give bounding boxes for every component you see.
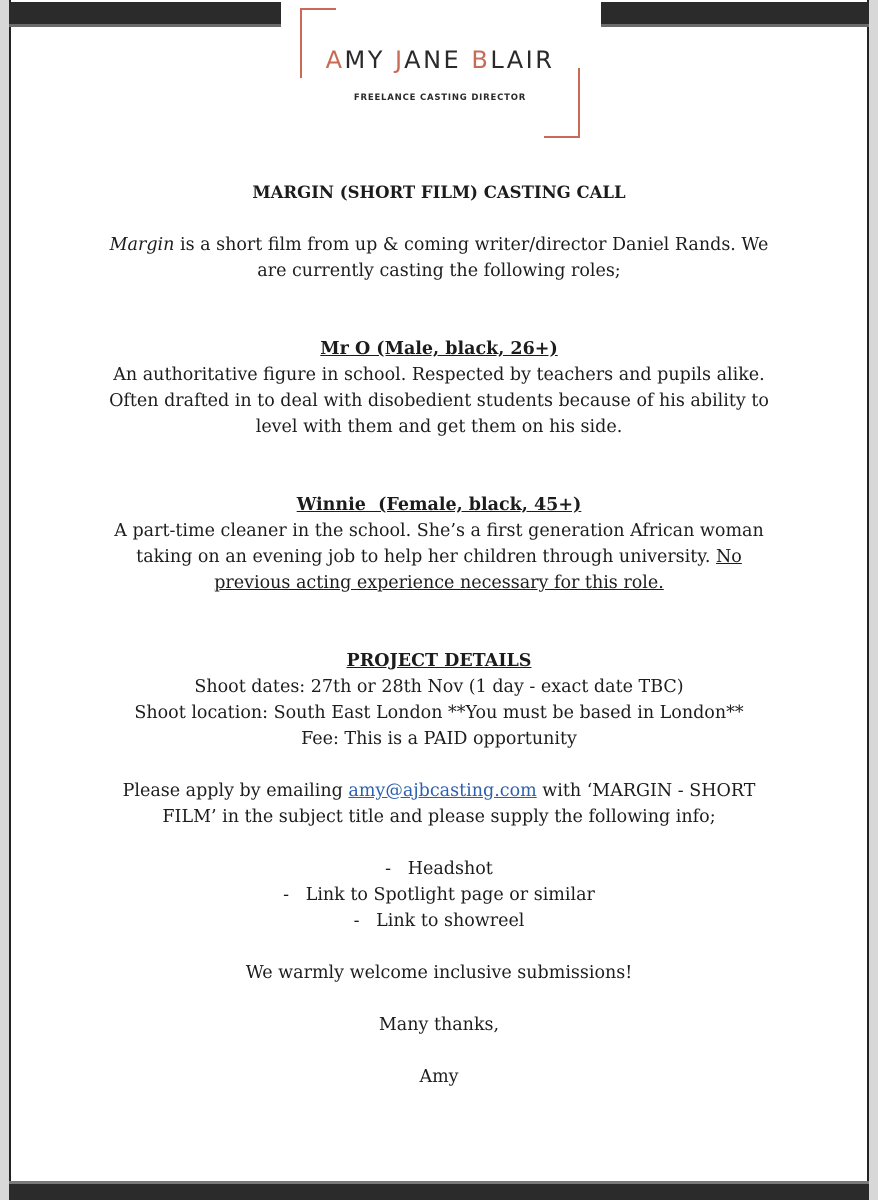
logo-tagline: FREELANCE CASTING DIRECTOR	[353, 93, 527, 103]
intro-line-1	[60, 232, 818, 258]
logo-name	[300, 46, 580, 74]
logo-name-part: ANE	[404, 46, 462, 74]
logo-name-part: MY	[344, 46, 385, 74]
header-bar-right	[601, 2, 869, 27]
role-description-line: A part-time cleaner in the school. She’s a first generation African woman	[114, 521, 764, 541]
role-heading-mr-o: Mr O (Male, black, 26+)	[320, 339, 558, 359]
welcome-note: We warmly welcome inclusive submissions!	[245, 963, 633, 983]
film-name: Margin	[109, 235, 175, 255]
role-description-line: An authoritative figure in school. Respected by teachers and pupils alike.	[113, 365, 765, 385]
shoot-location: Shoot location: South East London **You must be based in London**	[134, 703, 744, 723]
logo-name-part: LAIR	[490, 46, 555, 74]
apply-text: Please apply by emailing	[122, 781, 349, 801]
role-heading-winnie: Winnie (Female, black, 45+)	[296, 495, 582, 515]
requirement-spotlight: - Link to Spotlight page or similar	[283, 885, 595, 905]
logo-initial-a: A	[325, 46, 345, 74]
shoot-dates: Shoot dates: 27th or 28th Nov (1 day - exact date TBC)	[194, 677, 684, 697]
apply-line-2: FILM’ in the subject title and please supply the following info;	[162, 807, 716, 827]
logo-initial-j: J	[395, 46, 405, 74]
header-bar-left	[9, 2, 281, 27]
role-description-text: taking on an evening job to help her children through university.	[136, 547, 716, 567]
requirement-showreel: - Link to showreel	[353, 911, 525, 931]
email-link[interactable]: amy@ajbcasting.com	[348, 781, 537, 801]
sign-off: Many thanks,	[378, 1015, 500, 1035]
fee: Fee: This is a PAID opportunity	[301, 729, 577, 749]
signature: Amy	[419, 1067, 459, 1087]
casting-call-body	[60, 180, 818, 1090]
role-note-underlined: No	[715, 547, 742, 567]
role-description-line: level with them and get them on his side.	[255, 417, 623, 437]
footer-bar	[9, 1181, 869, 1200]
project-details-heading: PROJECT DETAILS	[346, 651, 532, 671]
page-frame-left	[0, 0, 11, 1200]
requirement-headshot: - Headshot	[385, 859, 493, 879]
role-description-line: Often drafted in to deal with disobedient students because of his ability to	[109, 391, 769, 411]
document-title: MARGIN (SHORT FILM) CASTING CALL	[252, 183, 626, 202]
page-frame-right	[867, 0, 878, 1200]
apply-text: with ‘MARGIN - SHORT	[536, 781, 756, 801]
apply-line-1	[60, 778, 818, 804]
logo	[300, 8, 580, 138]
logo-bracket-bottom-right	[544, 68, 580, 138]
logo-initial-b: B	[471, 46, 491, 74]
intro-line-2: are currently casting the following roles;	[257, 261, 621, 281]
role-description-line	[60, 544, 818, 570]
role-note-underlined: previous acting experience necessary for this role.	[214, 573, 664, 593]
intro-text: is a short film from up & coming writer/director Daniel Rands. We	[174, 235, 769, 255]
